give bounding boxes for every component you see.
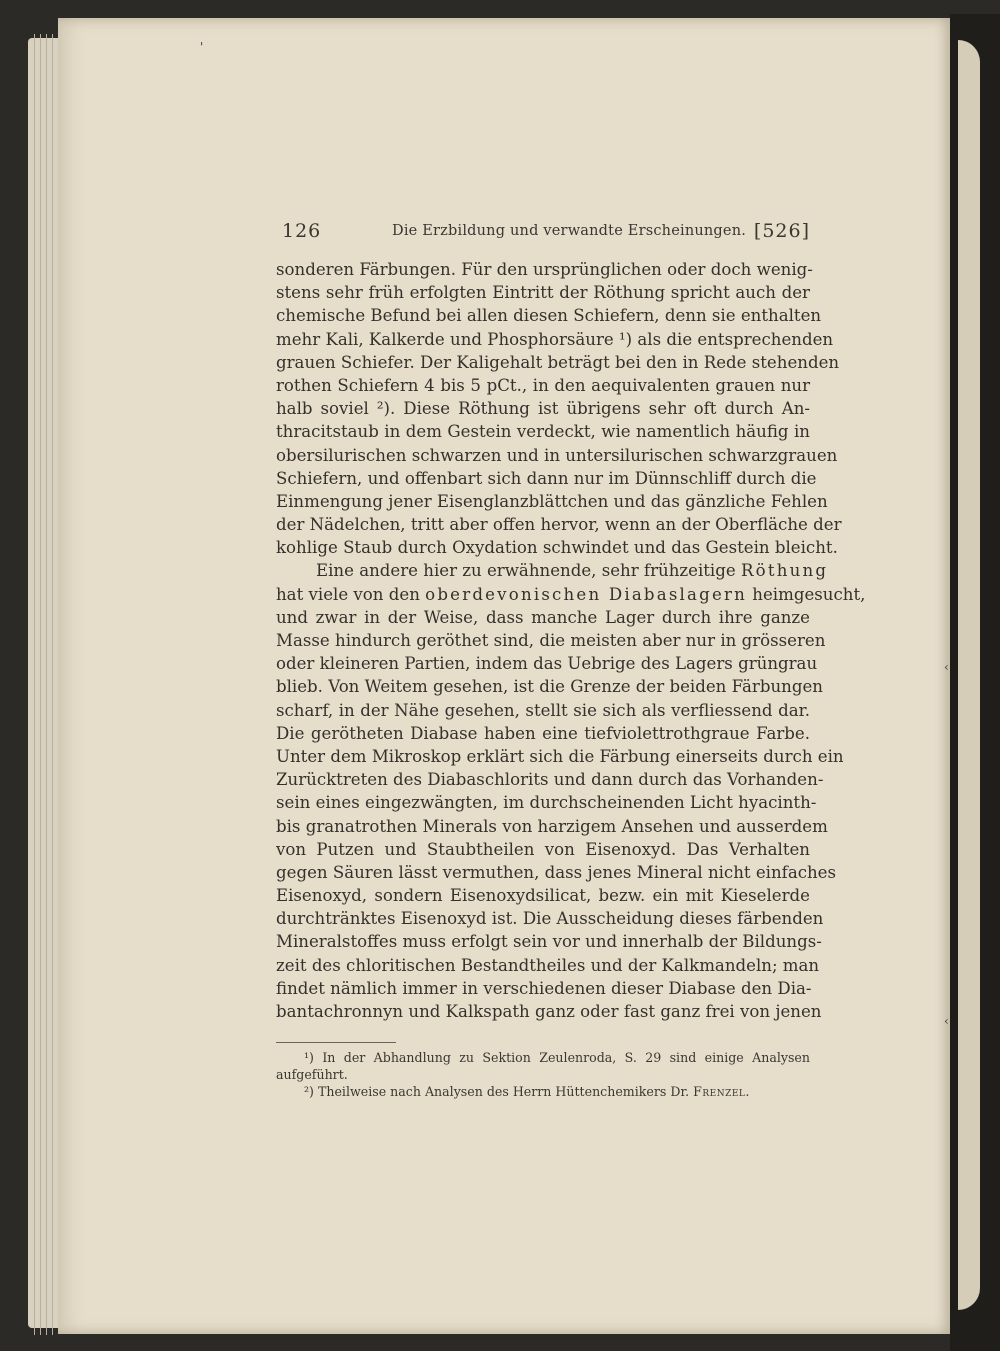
- text-line: Die gerötheten Diabase haben eine tiefviolettrothgraue Farbe.: [276, 723, 810, 743]
- bracket-page-number: [526]: [753, 220, 810, 242]
- text-line: oder kleineren Partien, indem das Uebrige des Lagers grüngrau: [276, 654, 818, 674]
- text-line: durchtränktes Eisenoxyd ist. Die Ausscheidung dieses färbenden: [276, 909, 824, 929]
- text-line: mehr Kali, Kalkerde und Phosphorsäure ¹) als die entsprechenden: [276, 329, 834, 349]
- text-line: und zwar in der Weise, dass manche Lager durch ihre ganze: [276, 607, 810, 627]
- text-line: von Putzen und Staubtheilen von Eisenoxyd. Das Verhalten: [276, 839, 810, 859]
- text-line: scharf, in der Nähe gesehen, stellt sie sich als verfliessend dar.: [276, 700, 810, 720]
- margin-tick: ‹: [944, 1014, 949, 1028]
- margin-tick: ‹: [944, 660, 949, 674]
- page-stack-line: [52, 34, 53, 1335]
- page-speck: ': [200, 40, 204, 54]
- text-line: obersilurischen schwarzen und in untersilurischen schwarzgrauen: [276, 445, 838, 465]
- text-line: stens sehr früh erfolgten Eintritt der Röthung spricht auch der: [276, 283, 810, 303]
- text-line: [276, 583, 866, 606]
- text-line: Zurücktreten des Diabaschlorits und dann durch das Vorhanden-: [276, 770, 824, 790]
- text-segment: heimgesucht,: [752, 584, 866, 604]
- text-segment: Eine andere hier zu erwähnende, sehr frühzeitige: [316, 561, 736, 581]
- text-line: bantachronnyn und Kalkspath ganz oder fast ganz frei von jenen: [276, 1002, 822, 1021]
- text-line: kohlige Staub durch Oxydation schwindet und das Gestein bleicht.: [276, 538, 838, 558]
- text-line: blieb. Von Weitem gesehen, ist die Grenze der beiden Färbungen: [276, 677, 823, 697]
- text-line: zeit des chloritischen Bestandtheiles und der Kalkmandeln; man: [276, 955, 820, 975]
- page-number: 126: [282, 220, 322, 242]
- text-line: Masse hindurch geröthet sind, die meisten aber nur in grösseren: [276, 631, 826, 650]
- facing-page-edge: [958, 40, 980, 1310]
- text-line: gegen Säuren lässt vermuthen, dass jenes Mineral nicht einfaches: [276, 862, 837, 882]
- text-line: [276, 559, 829, 582]
- spaced-term: oberdevonischen Diabaslagern: [425, 584, 748, 604]
- page-stack-line: [40, 34, 41, 1335]
- text-segment: hat viele von den: [276, 584, 420, 604]
- footnote-line: [276, 1083, 810, 1100]
- spaced-term: Röthung: [740, 561, 829, 581]
- page-stack-line: [34, 34, 35, 1335]
- text-line: chemische Befund bei allen diesen Schiefern, denn sie enthalten: [276, 306, 822, 326]
- page-stack-line: [46, 34, 47, 1335]
- text-line: sein eines eingezwängten, im durchscheinenden Licht hyacinth-: [276, 793, 817, 813]
- text-line: bis granatrothen Minerals von harzigem Ansehen und ausserdem: [276, 816, 828, 836]
- text-line: Mineralstoffes muss erfolgt sein vor und innerhalb der Bildungs-: [276, 932, 822, 952]
- text-line: halb soviel ²). Diese Röthung ist übrigens sehr oft durch An-: [276, 399, 810, 419]
- text-line: Eisenoxyd, sondern Eisenoxydsilicat, bezw. ein mit Kieselerde: [276, 886, 810, 906]
- footnotes: [276, 1049, 810, 1100]
- text-line: thracitstaub in dem Gestein verdeckt, wie namentlich häufig in: [276, 422, 810, 442]
- body-text: [276, 258, 866, 1023]
- footnote-rule: [276, 1042, 396, 1043]
- text-line: sonderen Färbungen. Für den ursprünglichen oder doch wenig-: [276, 260, 813, 279]
- footnote-text: ²) Theilweise nach Analysen des Herrn Hüttenchemikers Dr.: [304, 1084, 690, 1099]
- text-line: rothen Schiefern 4 bis 5 pCt., in den aequivalenten grauen nur: [276, 375, 810, 395]
- text-line: Unter dem Mikroskop erklärt sich die Färbung einerseits durch ein: [276, 746, 844, 766]
- footnote-line: ¹) In der Abhandlung zu Sektion Zeulenroda, S. 29 sind einige Analysen: [304, 1050, 810, 1065]
- footnote-author-name: Frenzel.: [693, 1084, 750, 1099]
- text-line: Einmengung jener Eisenglanzblättchen und das gänzliche Fehlen: [276, 491, 828, 511]
- text-line: Schiefern, und offenbart sich dann nur im Dünnschliff durch die: [276, 468, 817, 488]
- text-line: der Nädelchen, tritt aber offen hervor, wenn an der Oberfläche der: [276, 515, 842, 535]
- text-line: grauen Schiefer. Der Kaligehalt beträgt bei den in Rede stehenden: [276, 352, 840, 372]
- footnote-line: aufgeführt.: [276, 1067, 348, 1082]
- text-line: findet nämlich immer in verschiedenen dieser Diabase den Dia-: [276, 978, 812, 998]
- running-header: [282, 220, 810, 250]
- running-title: Die Erzbildung und verwandte Erscheinungen.: [392, 223, 747, 239]
